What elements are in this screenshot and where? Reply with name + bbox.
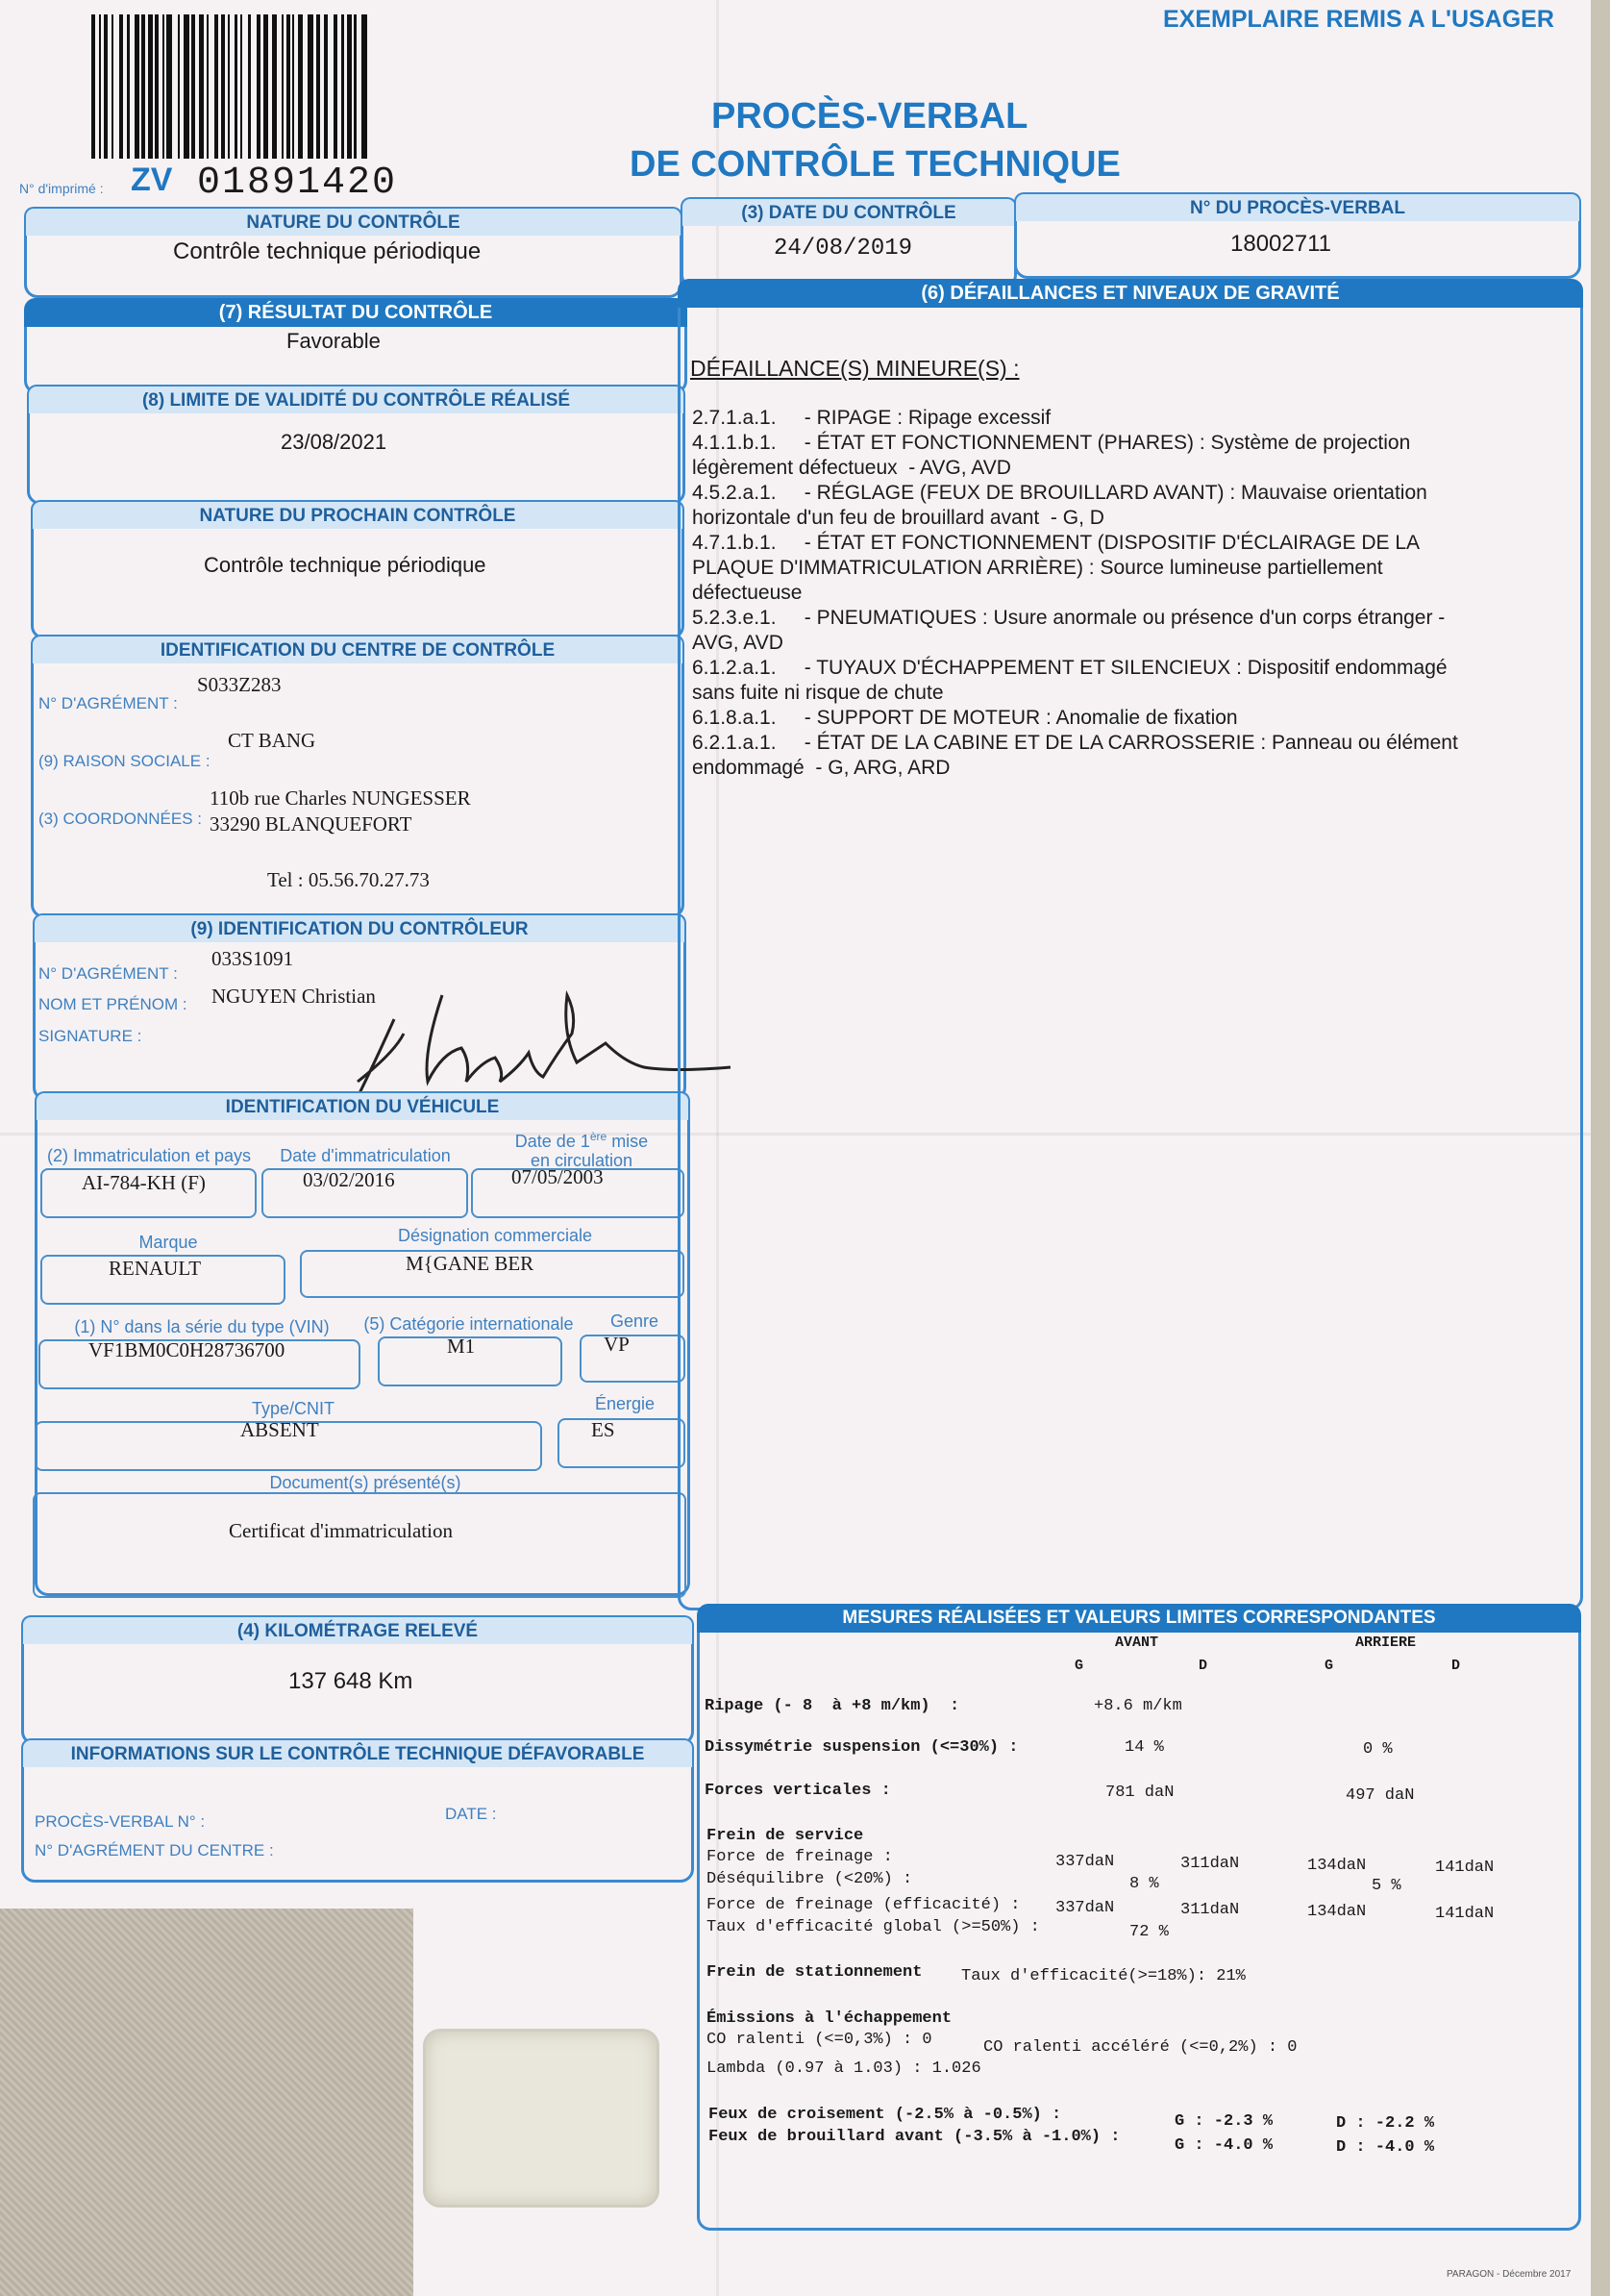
defaillances-heading: DÉFAILLANCE(S) MINEURE(S) : [690, 356, 1020, 381]
genre-label: Genre [609, 1311, 659, 1331]
date-immat-value: 03/02/2016 [303, 1168, 395, 1191]
imprime-label: N° d'imprimé : [19, 181, 104, 196]
barcode-bar [354, 14, 357, 159]
forces-v-av: 781 daN [1105, 1784, 1175, 1802]
defavorable-header: INFORMATIONS SUR LE CONTRÔLE TECHNIQUE DÉFAVORABLE [21, 1738, 694, 1767]
defaillance-line: sans fuite ni risque de chute [692, 682, 944, 704]
raison-label: (9) RAISON SOCIALE : [38, 752, 211, 770]
energie-field [557, 1418, 685, 1468]
prochain-header: NATURE DU PROCHAIN CONTRÔLE [31, 500, 684, 529]
centre-header: IDENTIFICATION DU CENTRE DE CONTRÔLE [31, 635, 684, 663]
ff-avd: 311daN [1180, 1855, 1240, 1873]
ff-avg: 337daN [1055, 1853, 1115, 1871]
km-header: (4) KILOMÉTRAGE RELEVÉ [21, 1615, 694, 1644]
barcode-bar [119, 14, 123, 159]
barcode-bar [361, 14, 367, 159]
dissym-label: Dissymétrie suspension (<=30%) : [705, 1738, 1019, 1757]
documents-value: Certificat d'immatriculation [229, 1519, 453, 1542]
centre-agrement-label: N° D'AGRÉMENT : [38, 694, 178, 712]
barcode-bar [341, 14, 344, 159]
exemplaire-text: EXEMPLAIRE REMIS A L'USAGER [1163, 6, 1554, 33]
barcode-bar [214, 14, 218, 159]
immat-value: AI-784-KH (F) [82, 1171, 206, 1194]
mesures-d-ar: D [1451, 1658, 1461, 1674]
resultat-value: Favorable [286, 329, 381, 353]
taux-global-value: 72 % [1129, 1923, 1169, 1941]
defaillance-line: 6.1.8.a.1. - SUPPORT DE MOTEUR : Anomalie de fixation [692, 707, 1238, 729]
barcode-bar [104, 14, 108, 159]
coord-line2: 33290 BLANQUEFORT [210, 812, 412, 836]
photo-window [423, 2029, 659, 2208]
premiere-value: 07/05/2003 [511, 1165, 604, 1188]
fe-avd: 311daN [1180, 1901, 1240, 1919]
coord-label: (3) COORDONNÉES : [38, 810, 203, 828]
defaillance-line: 6.2.1.a.1. - ÉTAT DE LA CABINE ET DE LA CARROSSERIE : Panneau ou élément [692, 732, 1458, 754]
ripage-label: Ripage (- 8 à +8 m/km) : [705, 1697, 960, 1715]
defaillances-list [692, 406, 1557, 781]
fe-ard: 141daN [1435, 1905, 1495, 1923]
designation-value: M{GANE BER [406, 1252, 534, 1275]
defavorable-pv-label: PROCÈS-VERBAL N° : [35, 1812, 206, 1831]
barcode-bar [292, 14, 294, 159]
barcode-bar [235, 14, 237, 159]
fc-g: G : -2.3 % [1175, 2112, 1274, 2131]
barcode-bar [286, 14, 290, 159]
energie-value: ES [591, 1418, 615, 1441]
barcode-bar [184, 14, 189, 159]
genre-value: VP [604, 1333, 630, 1356]
documents-label: Document(s) présenté(s) [269, 1473, 461, 1492]
fb-d: D : -4.0 % [1336, 2138, 1435, 2157]
mesures-header: MESURES RÉALISÉES ET VALEURS LIMITES CORRESPONDANTES [697, 1604, 1581, 1633]
pv-value: 18002711 [1230, 231, 1331, 257]
dissym-ar: 0 % [1363, 1740, 1393, 1759]
barcode-bar [207, 14, 209, 159]
nature-header: NATURE DU CONTRÔLE [24, 207, 682, 236]
fb-g: G : -4.0 % [1175, 2136, 1274, 2155]
lambda: Lambda (0.97 à 1.03) : 1.026 [706, 2059, 981, 2078]
mesures-arriere: ARRIERE [1355, 1635, 1417, 1651]
barcode-bar [228, 14, 230, 159]
controleur-agrement-value: 033S1091 [211, 947, 294, 970]
barcode [91, 14, 380, 159]
barcode-bar [324, 14, 328, 159]
dissym-av: 14 % [1125, 1738, 1164, 1757]
defaillance-line: 4.7.1.b.1. - ÉTAT ET FONCTIONNEMENT (DISPOSITIF D'ÉCLAIRAGE DE LA [692, 532, 1421, 554]
barcode-bar [334, 14, 337, 159]
printer-credit: PARAGON - Décembre 2017 [1447, 2269, 1572, 2280]
ff-arg: 134daN [1307, 1857, 1367, 1875]
defaillance-line: 6.1.2.a.1. - TUYAUX D'ÉCHAPPEMENT ET SILENCIEUX : Dispositif endommagé [692, 657, 1448, 679]
date-value: 24/08/2019 [774, 236, 913, 262]
km-value: 137 648 Km [288, 1668, 413, 1694]
mesures-g-av: G [1075, 1658, 1084, 1674]
premiere-label: Date de 1ère mise en circulation [514, 1130, 649, 1170]
title-line1: PROCÈS-VERBAL [711, 96, 1028, 137]
barcode-bar [248, 14, 251, 159]
defavorable-date-label: DATE : [445, 1805, 497, 1823]
barcode-bar [135, 14, 139, 159]
deseq-av: 8 % [1129, 1875, 1159, 1893]
nature-value: Contrôle technique périodique [173, 238, 482, 264]
barcode-bar [166, 14, 172, 159]
ripage-value: +8.6 m/km [1094, 1697, 1182, 1715]
frein-stationnement: Frein de stationnement [706, 1963, 923, 1982]
title-line2: DE CONTRÔLE TECHNIQUE [630, 144, 1121, 185]
centre-tel: Tel : 05.56.70.27.73 [267, 868, 430, 891]
documents-field [33, 1492, 686, 1598]
signature-label: SIGNATURE : [38, 1027, 142, 1045]
barcode-bar [127, 14, 130, 159]
pv-header: N° DU PROCÈS-VERBAL [1014, 192, 1581, 221]
barcode-bar [221, 14, 225, 159]
mesures-avant: AVANT [1115, 1635, 1159, 1651]
barcode-bar [240, 14, 242, 159]
desequilibre-label: Déséquilibre (<20%) : [706, 1870, 913, 1888]
categorie-value: M1 [447, 1335, 476, 1358]
immat-label: (2) Immatriculation et pays [46, 1146, 252, 1165]
barcode-bar [99, 14, 101, 159]
raison-value: CT BANG [228, 729, 316, 752]
validite-value: 23/08/2021 [281, 430, 387, 454]
type-label: Type/CNIT [251, 1399, 335, 1418]
defaillance-line: AVG, AVD [692, 632, 783, 654]
vin-value: VF1BM0C0H28736700 [88, 1338, 285, 1361]
barcode-bar [191, 14, 195, 159]
coord-line1: 110b rue Charles NUNGESSER [210, 786, 471, 810]
co-accelere: CO ralenti accéléré (<=0,2%) : 0 [983, 2038, 1298, 2057]
barcode-bar [263, 14, 268, 159]
barcode-bar [282, 14, 284, 159]
defaillance-line: 2.7.1.a.1. - RIPAGE : Ripage excessif [692, 407, 1052, 429]
barcode-bar [178, 14, 180, 159]
barcode-bar [162, 14, 164, 159]
barcode-bar [111, 14, 113, 159]
taux-global-label: Taux d'efficacité global (>=50%) : [706, 1918, 1040, 1936]
date-header: (3) DATE DU CONTRÔLE [681, 197, 1017, 226]
defaillance-line: horizontale d'un feu de brouillard avant - G, D [692, 507, 1104, 529]
mesures-g-ar: G [1325, 1658, 1334, 1674]
type-value: ABSENT [240, 1418, 319, 1441]
defaillance-line: défectueuse [692, 582, 803, 604]
barcode-bar [347, 14, 352, 159]
fc-d: D : -2.2 % [1336, 2114, 1435, 2133]
genre-field [580, 1335, 685, 1383]
barcode-bar [316, 14, 320, 159]
barcode-bar [199, 14, 204, 159]
feux-brouillard: Feux de brouillard avant (-3.5% à -1.0%) : [708, 2128, 1121, 2146]
imprime-prefix: ZV [131, 162, 173, 198]
defaillance-line: 4.5.2.a.1. - RÉGLAGE (FEUX DE BROUILLARD AVANT) : Mauvaise orientation [692, 482, 1427, 504]
barcode-bar [308, 14, 313, 159]
vehicule-header: IDENTIFICATION DU VÉHICULE [35, 1091, 690, 1120]
defaillance-line: légèrement défectueux - AVG, AVD [692, 457, 1011, 479]
frein-service: Frein de service [706, 1827, 864, 1845]
defaillance-line: endommagé - G, ARG, ARD [692, 757, 951, 779]
taux-stat: Taux d'efficacité(>=18%): 21% [961, 1967, 1246, 1985]
force-eff-label: Force de freinage (efficacité) : [706, 1896, 1021, 1914]
marque-value: RENAULT [109, 1257, 202, 1280]
defaillances-header: (6) DÉFAILLANCES ET NIVEAUX DE GRAVITÉ [678, 279, 1583, 308]
defaillance-line: PLAQUE D'IMMATRICULATION ARRIÈRE) : Source lumineuse partiellement [692, 557, 1383, 579]
controleur-nom-label: NOM ET PRÉNOM : [38, 995, 187, 1013]
co-ralenti: CO ralenti (<=0,3%) : 0 [706, 2031, 932, 2049]
defaillance-line: 5.2.3.e.1. - PNEUMATIQUES : Usure anormale ou présence d'un corps étranger - [692, 607, 1446, 629]
barcode-bar [272, 14, 277, 159]
designation-label: Désignation commerciale [397, 1226, 593, 1245]
barcode-bar [298, 14, 303, 159]
barcode-bar [257, 14, 260, 159]
barcode-bar [141, 14, 145, 159]
barcode-bar [155, 14, 159, 159]
vin-label: (1) N° dans la série du type (VIN) [74, 1317, 330, 1336]
validite-header: (8) LIMITE DE VALIDITÉ DU CONTRÔLE RÉALISÉ [27, 385, 685, 413]
defavorable-agrement-label: N° D'AGRÉMENT DU CENTRE : [35, 1841, 274, 1859]
controleur-nom-value: NGUYEN Christian [211, 985, 376, 1008]
emissions: Émissions à l'échappement [706, 2009, 953, 2028]
background-fabric [0, 1909, 413, 2296]
forces-v-label: Forces verticales : [705, 1782, 891, 1800]
categorie-label: (5) Catégorie internationale [363, 1314, 574, 1334]
ff-ard: 141daN [1435, 1859, 1495, 1877]
controleur-header: (9) IDENTIFICATION DU CONTRÔLEUR [33, 913, 686, 942]
barcode-bar [148, 14, 153, 159]
barcode-bar [91, 14, 95, 159]
fe-arg: 134daN [1307, 1903, 1367, 1921]
controleur-agrement-label: N° D'AGRÉMENT : [38, 964, 178, 983]
prochain-value: Contrôle technique périodique [204, 553, 486, 577]
defaillance-line: 4.1.1.b.1. - ÉTAT ET FONCTIONNEMENT (PHARES) : Système de projection [692, 432, 1411, 454]
feux-croisement: Feux de croisement (-2.5% à -0.5%) : [708, 2106, 1062, 2124]
resultat-header: (7) RÉSULTAT DU CONTRÔLE [24, 298, 687, 327]
fe-avg: 337daN [1055, 1899, 1115, 1917]
mesures-d-av: D [1199, 1658, 1208, 1674]
centre-agrement-value: S033Z283 [197, 673, 282, 696]
imprime-number: 01891420 [197, 162, 398, 205]
marque-label: Marque [138, 1233, 198, 1252]
forces-v-ar: 497 daN [1346, 1786, 1415, 1805]
deseq-ar: 5 % [1372, 1877, 1401, 1895]
date-immat-label: Date d'immatriculation [280, 1146, 451, 1165]
energie-label: Énergie [594, 1394, 656, 1413]
force-freinage-label: Force de freinage : [706, 1848, 893, 1866]
